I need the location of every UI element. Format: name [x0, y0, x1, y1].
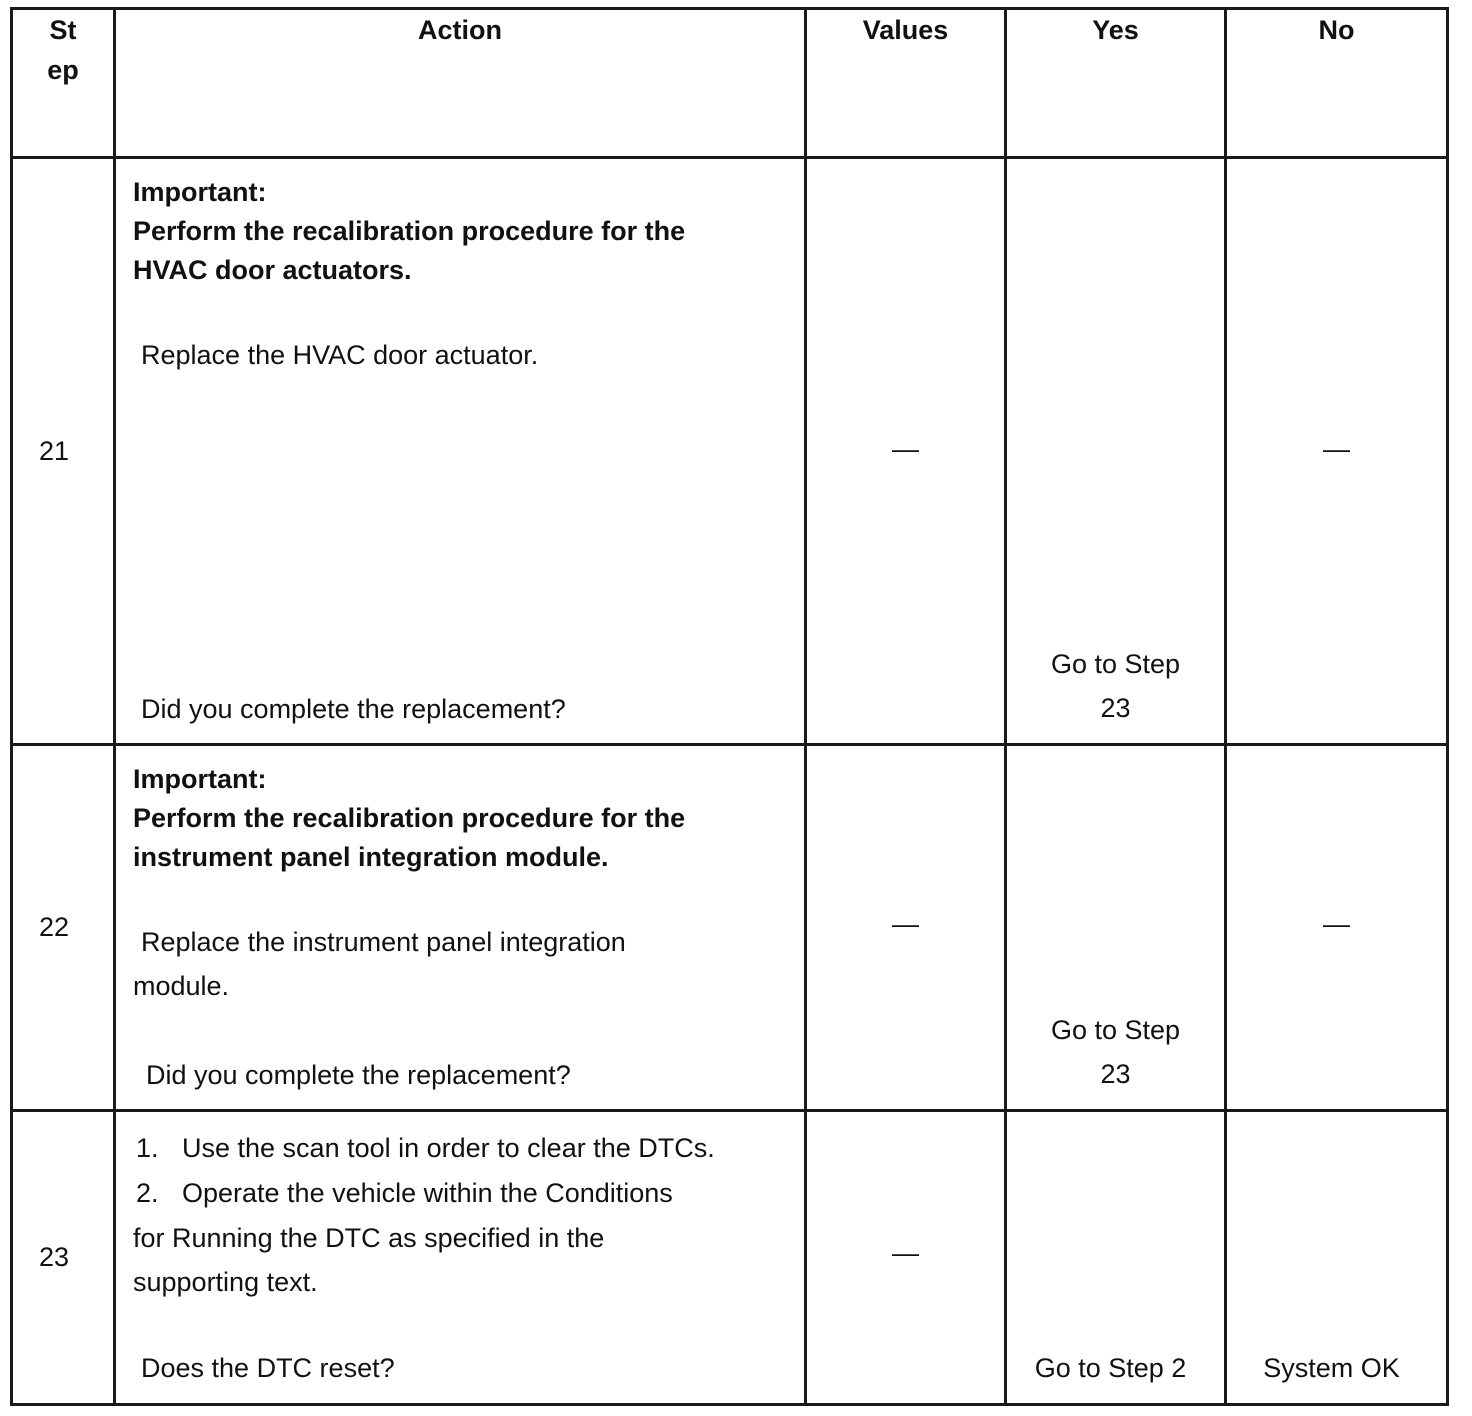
important-note — [133, 173, 764, 290]
list-item-1-number: 1. — [136, 1133, 159, 1163]
important-note — [133, 760, 764, 877]
list-item-2-continuation-1: for Running the DTC as specified in the — [133, 1223, 605, 1253]
table-row — [12, 158, 1448, 745]
no-cell — [1226, 1111, 1448, 1405]
step-number: 23 — [12, 1111, 115, 1405]
yes-cell — [1006, 158, 1226, 745]
step-number: 21 — [12, 158, 115, 745]
values-dash: — — [892, 1238, 919, 1268]
important-label: Important: — [133, 177, 267, 207]
header-action: Action — [115, 9, 806, 158]
table-row — [12, 745, 1448, 1111]
yes-link: Go to Step 2 — [1034, 1353, 1187, 1383]
action-question: Did you complete the replacement? — [141, 694, 566, 724]
list-item-2-text: Operate the vehicle within the Conditions — [182, 1178, 673, 1208]
table-row — [12, 1111, 1448, 1405]
no-dash: — — [1323, 909, 1350, 939]
action-instruction: Replace the HVAC door actuator. — [141, 340, 539, 370]
header-step — [12, 9, 115, 158]
action-question: Did you complete the replacement? — [146, 1060, 571, 1090]
list-item-1-text: Use the scan tool in order to clear the DTCs. — [182, 1133, 715, 1163]
list-item-1 — [136, 1128, 715, 1168]
important-text-line2: HVAC door actuators. — [133, 255, 412, 285]
list-item-2-continuation-2: supporting text. — [133, 1267, 318, 1297]
action-cell — [115, 1111, 806, 1405]
important-text-line1: Perform the recalibration procedure for the — [133, 803, 686, 833]
important-text-line1: Perform the recalibration procedure for the — [133, 216, 686, 246]
important-label: Important: — [133, 764, 267, 794]
list-item-2 — [136, 1173, 673, 1213]
no-cell — [1226, 745, 1448, 1111]
values-dash: — — [892, 909, 919, 939]
yes-line1: Go to Step — [1050, 649, 1181, 679]
yes-line1: Go to Step — [1050, 1015, 1181, 1045]
header-row — [12, 9, 1448, 158]
important-text-line2: instrument panel integration module. — [133, 842, 609, 872]
list-item-2-number: 2. — [136, 1178, 159, 1208]
no-cell — [1226, 158, 1448, 745]
yes-link — [1007, 642, 1224, 730]
step-number: 22 — [12, 745, 115, 1111]
yes-line2: 23 — [1100, 1059, 1131, 1089]
diagnostic-table — [10, 7, 1449, 1406]
values-cell — [806, 158, 1006, 745]
yes-link — [1007, 1008, 1224, 1096]
action-cell — [115, 158, 806, 745]
yes-line2: 23 — [1100, 693, 1131, 723]
yes-cell — [1006, 1111, 1226, 1405]
values-cell — [806, 745, 1006, 1111]
values-cell — [806, 1111, 1006, 1405]
header-step-line2: ep — [47, 55, 79, 85]
action-cell — [115, 745, 806, 1111]
header-step-line1: St — [49, 15, 77, 45]
action-question: Does the DTC reset? — [141, 1353, 395, 1383]
header-values: Values — [806, 9, 1006, 158]
no-result: System OK — [1263, 1353, 1400, 1383]
values-dash: — — [892, 434, 919, 464]
action-instruction-line2: module. — [133, 971, 230, 1001]
no-dash: — — [1323, 434, 1350, 464]
header-yes: Yes — [1006, 9, 1226, 158]
header-no: No — [1226, 9, 1448, 158]
action-instruction-line1: Replace the instrument panel integration — [141, 927, 626, 957]
yes-cell — [1006, 745, 1226, 1111]
